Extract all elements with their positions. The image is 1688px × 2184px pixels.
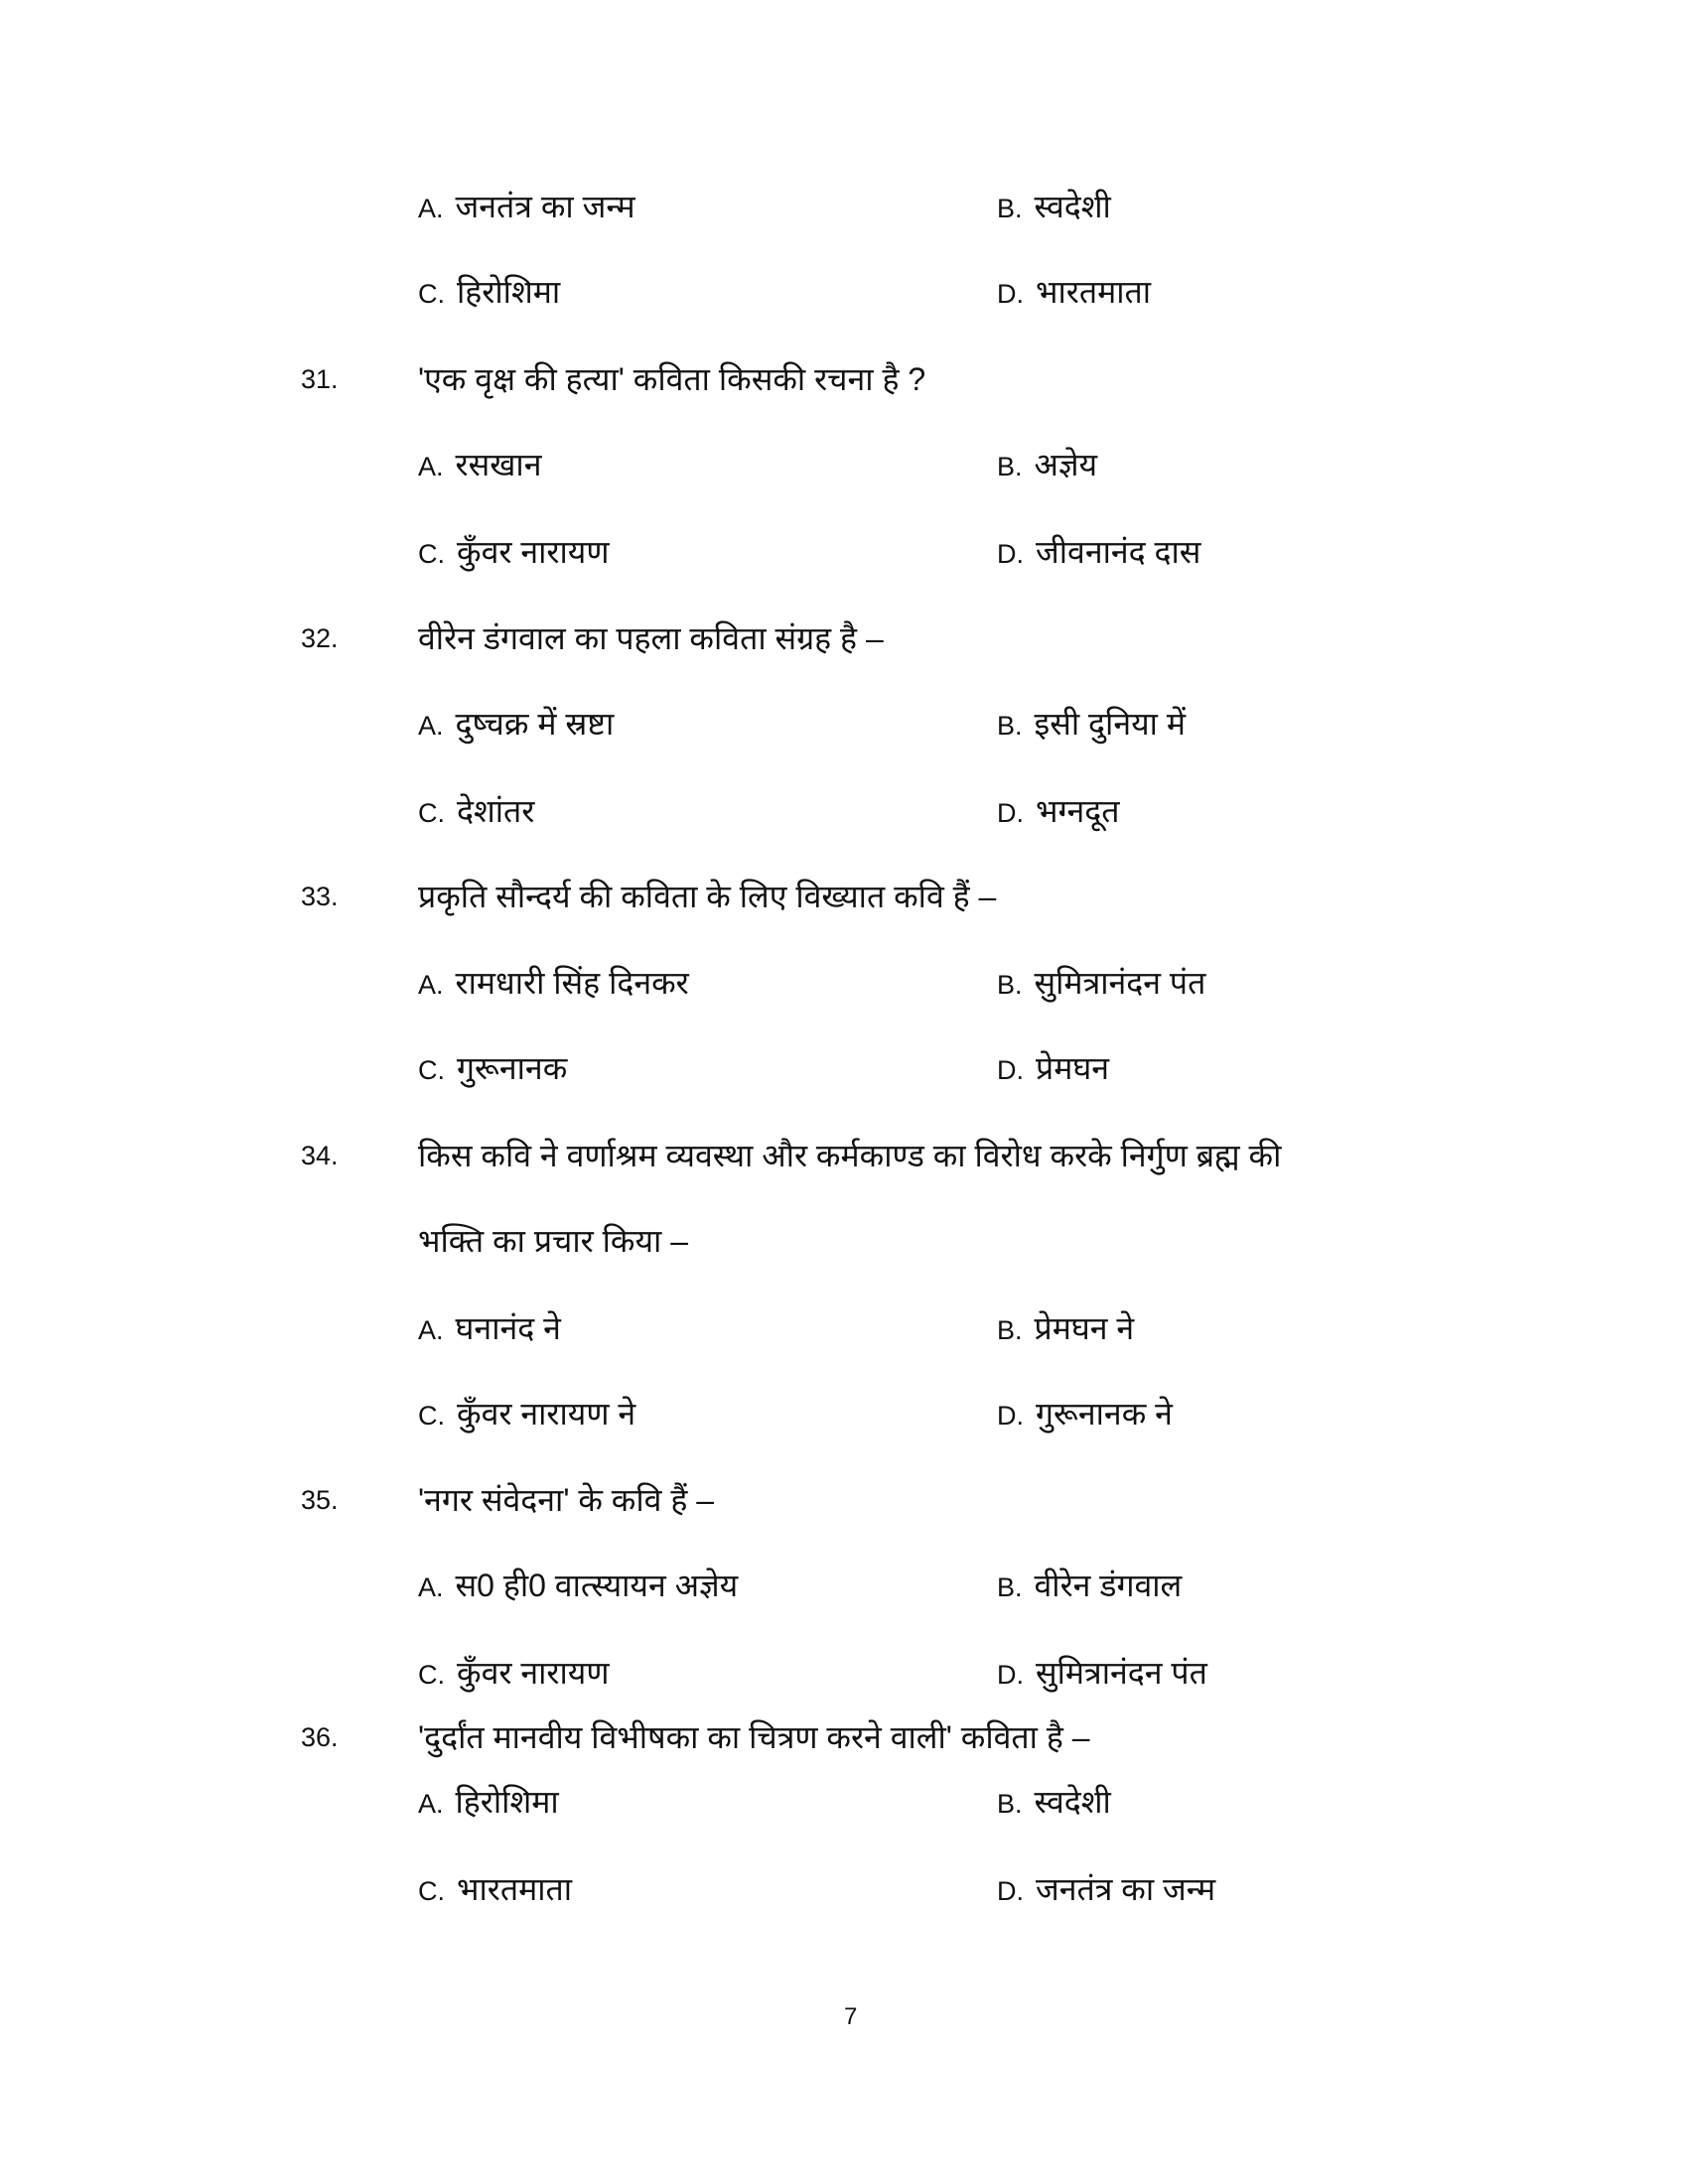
option-d: D. जीवनानंद दास <box>997 534 1201 570</box>
option-b: B. सुमित्रानंदन पंत <box>997 965 1206 1001</box>
question-text: वीरेन डंगवाल का पहला कविता संग्रह है – <box>418 620 884 656</box>
option-a: A. रामधारी सिंह दिनकर <box>418 965 689 1001</box>
option-d: D. सुमित्रानंदन पंत <box>997 1655 1207 1691</box>
page-number: 7 <box>844 2003 858 2030</box>
question-text: 'दुर्दांत मानवीय विभीषका का चित्रण करने वाली' कविता है – <box>418 1719 1090 1755</box>
option-b: B. इसी दुनिया में <box>997 706 1186 742</box>
option-d: D. भारतमाता <box>997 274 1152 310</box>
option-c: C. कुँवर नारायण <box>418 1655 610 1691</box>
option-a: A. हिरोशिमा <box>418 1784 559 1820</box>
option-b: B. स्वदेशी <box>997 189 1111 224</box>
option-b: B. वीरेन डंगवाल <box>997 1568 1183 1603</box>
option-d: D. भग्नदूत <box>997 793 1120 829</box>
option-c: C. कुँवर नारायण <box>418 534 610 570</box>
question-number: 36. <box>301 1722 339 1752</box>
option-a: A. दुष्चक्र में स्रष्टा <box>418 706 615 742</box>
option-c: C. भारतमाता <box>418 1871 573 1907</box>
option-a: A. रसखान <box>418 447 542 482</box>
option-c: C. कुँवर नारायण ने <box>418 1396 636 1432</box>
option-d: D. जनतंत्र का जन्म <box>997 1871 1216 1907</box>
question-text: 'नगर संवेदना' के कवि हैं – <box>418 1482 715 1518</box>
option-d: D. प्रेमघन <box>997 1050 1110 1086</box>
question-number: 33. <box>301 882 339 911</box>
question-text: 'एक वृक्ष की हत्या' कविता किसकी रचना है ? <box>418 361 926 397</box>
option-d: D. गुरूनानक ने <box>997 1396 1173 1432</box>
option-b: B. प्रेमघन ने <box>997 1310 1135 1346</box>
option-c: C. हिरोशिमा <box>418 274 561 310</box>
option-a: A. स0 ही0 वात्स्यायन अज्ञेय <box>418 1568 739 1603</box>
option-c: C. देशांतर <box>418 793 535 829</box>
question-text: किस कवि ने वर्णाश्रम व्यवस्था और कर्मकाण्ड का विरोध करके निर्गुण ब्रह्म की <box>418 1138 1282 1173</box>
option-a: A. जनतंत्र का जन्म <box>418 189 635 224</box>
question-number: 35. <box>301 1485 339 1515</box>
option-c: C. गुरूनानक <box>418 1050 568 1086</box>
option-a: A. घनानंद ने <box>418 1310 561 1346</box>
question-text: प्रकृति सौन्दर्य की कविता के लिए विख्यात कवि हैं – <box>418 879 997 914</box>
question-text-continued: भक्ति का प्रचार किया – <box>418 1223 689 1259</box>
question-number: 31. <box>301 364 339 394</box>
question-number: 32. <box>301 623 339 653</box>
option-b: B. अज्ञेय <box>997 447 1098 482</box>
option-b: B. स्वदेशी <box>997 1784 1111 1820</box>
question-number: 34. <box>301 1141 339 1170</box>
